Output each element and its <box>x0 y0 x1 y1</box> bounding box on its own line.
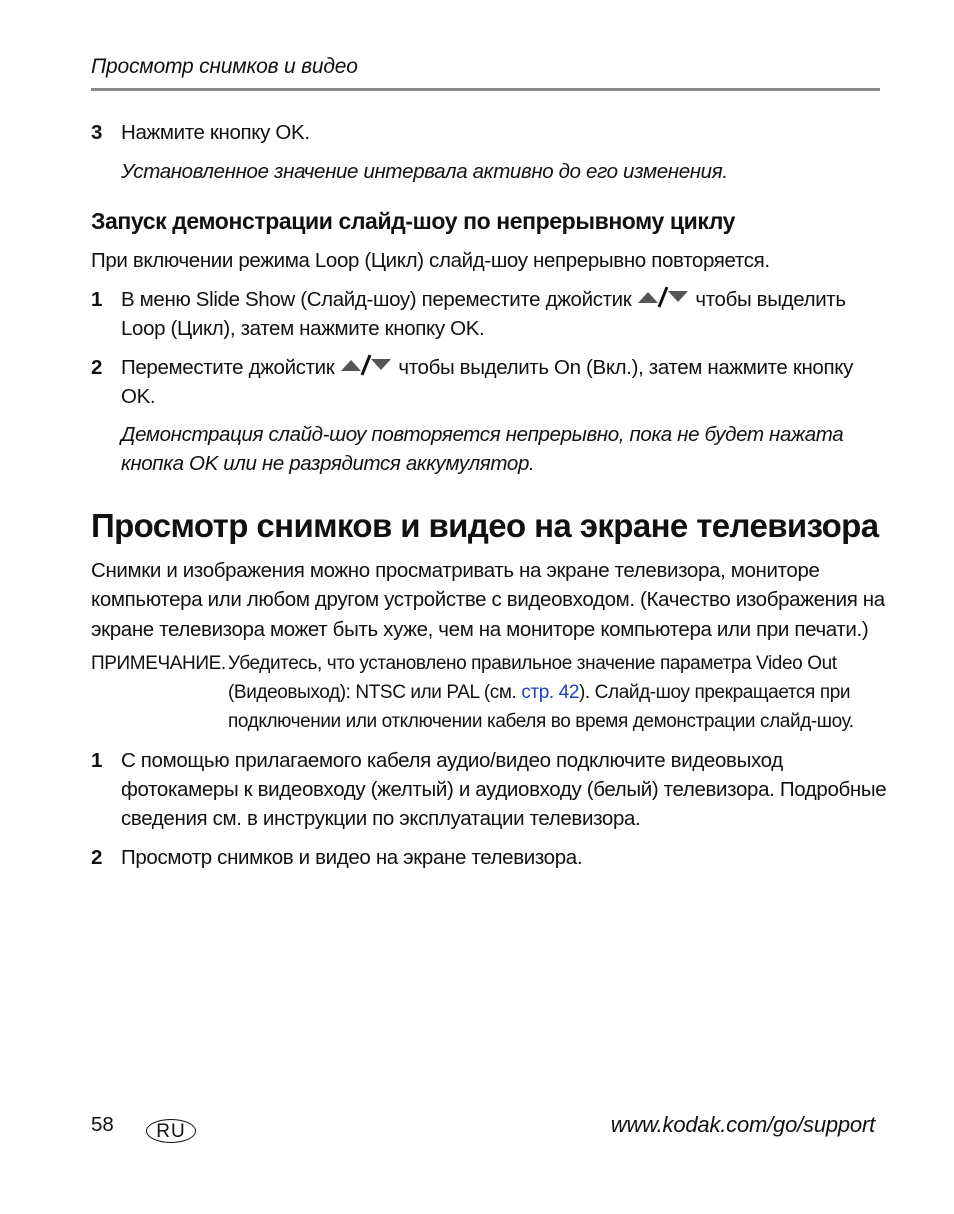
note-text-pre: Убедитесь, что установлено правильное значение параметра Video Out (Видеовыход): NTSC или PAL (см. <box>228 653 837 703</box>
running-head: Просмотр снимков и видео <box>91 55 358 78</box>
step-text-pre: В меню Slide Show (Слайд-шоу) переместите джойстик <box>121 287 632 311</box>
step-text: Нажмите кнопку OK. <box>121 121 310 144</box>
page-reference-link[interactable]: стр. 42 <box>521 682 579 703</box>
page-number: 58 <box>91 1113 114 1136</box>
note-text-post: ). Слайд-шоу прекращается при подключении или отключении кабеля во время демонстрации слайд-шоу. <box>228 682 854 732</box>
step-text-post: чтобы выделить On (Вкл.), затем нажмите кнопку OK. <box>121 355 853 408</box>
note-block <box>91 649 891 736</box>
tv-intro: Снимки и изображения можно просматривать на экране телевизора, мониторе компьютера или любом другом устройстве с видеовходом. (Качество изображения на экране телевизора может быть хуже, чем на мониторе компьютера или при печати.) <box>91 558 885 641</box>
step-number: 2 <box>91 355 103 379</box>
support-url[interactable]: www.kodak.com/go/support <box>610 1112 875 1137</box>
tv-section-heading: Просмотр снимков и видео на экране телевизора <box>91 506 879 544</box>
page-content <box>91 118 891 872</box>
loop-step-2-note: Демонстрация слайд-шоу повторяется непрерывно, пока не будет нажата кнопка OK или не разрядится аккумулятор. <box>121 422 844 475</box>
joystick-up-down-icon <box>637 286 689 308</box>
step-number: 1 <box>91 749 103 772</box>
header-rule <box>91 88 880 91</box>
tv-step-1 <box>91 746 891 833</box>
note-label: ПРИМЕЧАНИЕ. <box>91 653 226 674</box>
step-number: 1 <box>91 287 103 311</box>
step-number: 2 <box>91 846 103 869</box>
step-text: Просмотр снимков и видео на экране телевизора. <box>121 846 583 869</box>
tv-step-2 <box>91 843 891 872</box>
loop-step-1 <box>91 285 891 343</box>
step-text: С помощью прилагаемого кабеля аудио/видео подключите видеовыход фотокамеры к видеовходу (желтый) и аудиовходу (белый) телевизора. Подробные сведения см. в инструкции по эксплуатации телевизора. <box>121 749 887 830</box>
step-3 <box>91 118 891 147</box>
loop-intro: При включении режима Loop (Цикл) слайд-шоу непрерывно повторяется. <box>91 249 770 272</box>
step-text-pre: Переместите джойстик <box>121 355 335 379</box>
step-number: 3 <box>91 121 103 144</box>
language-badge: RU <box>146 1119 196 1143</box>
joystick-up-down-icon <box>340 354 392 376</box>
loop-heading: Запуск демонстрации слайд-шоу по непрерывному циклу <box>91 208 736 234</box>
step-text-post: чтобы выделить Loop (Цикл), затем нажмите кнопку OK. <box>121 287 846 340</box>
step-3-note: Установленное значение интервала активно до его изменения. <box>121 160 728 183</box>
loop-step-2 <box>91 353 891 411</box>
